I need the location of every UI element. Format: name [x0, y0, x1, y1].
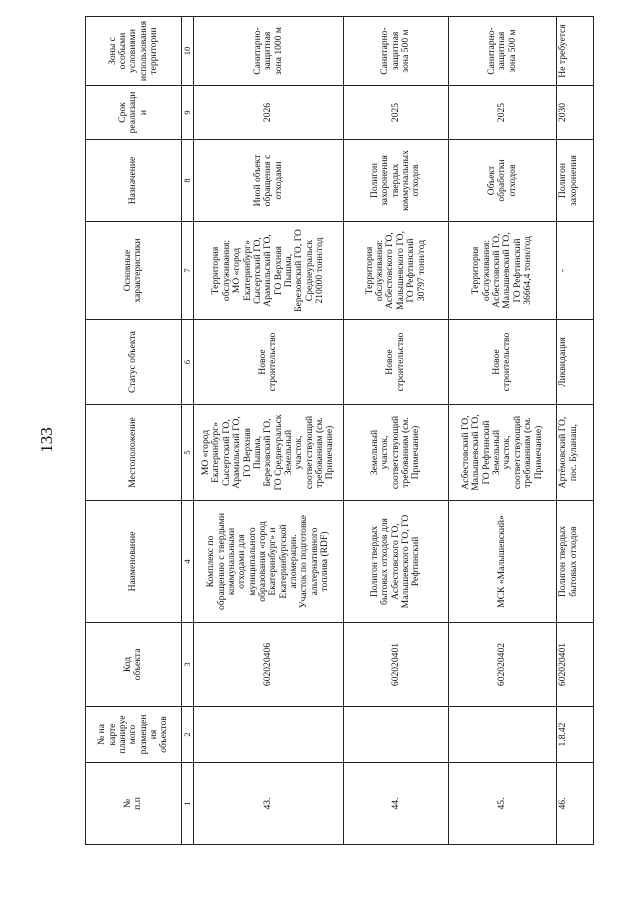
- table-header-row: [86, 17, 182, 845]
- table-row: [448, 17, 557, 845]
- header-zones: Зоны с особыми условиями использования территории: [86, 17, 182, 86]
- row-map-number: [448, 707, 557, 763]
- row-location: МО «город Екатеринбург» Сысертский ГО, Арамильский ГО, ГО Верхняя Пышма, Березовский ГО, ГО Среднеуральск Земельный участок, соответствующий требованиям (см. Примечание): [193, 405, 343, 501]
- column-number: 2: [181, 707, 193, 763]
- row-number: 44.: [344, 763, 448, 845]
- column-number: 8: [181, 140, 193, 222]
- row-status: Ликвидация: [557, 320, 594, 405]
- header-status: Статус объекта: [86, 320, 182, 405]
- row-purpose: Иной объект обращения с отходами: [193, 140, 343, 222]
- row-zones: Санитарно-защитная зона 1000 м: [193, 17, 343, 86]
- row-term: 2030: [557, 86, 594, 140]
- row-name: Полигон твердых бытовых отходов для Асбестовского ГО, Малышевского ГО, ГО Рефтинский: [344, 501, 448, 623]
- table-row: [193, 17, 343, 845]
- header-term: Срок реализаци и: [86, 86, 182, 140]
- column-number: 1: [181, 763, 193, 845]
- column-number: 6: [181, 320, 193, 405]
- row-location: Асбестовский ГО, Малышевский ГО, ГО Рефтинский Земельный участок, соответствующий требованиям (см. Примечание): [448, 405, 557, 501]
- row-location: Земельный участок, соответствующий требованиям (см. Примечание): [344, 405, 448, 501]
- row-map-number: [344, 707, 448, 763]
- row-number: 45.: [448, 763, 557, 845]
- row-zones: Санитарно-защитная зона 500 м: [448, 17, 557, 86]
- header-location: Местоположение: [86, 405, 182, 501]
- column-number: 7: [181, 222, 193, 320]
- row-object-code: 602020401: [344, 623, 448, 707]
- column-number: 9: [181, 86, 193, 140]
- row-name: Полигон твердых бытовых отходов: [557, 501, 594, 623]
- row-characteristics: Территория обслуживания: МО «город Екатеринбург» Сысертский ГО, Арамильский ГО, ГО Верхняя Пышма, Березовский ГО, ГО Среднеуральск 210000 тонн/год: [193, 222, 343, 320]
- row-purpose: Объект обработки отходов: [448, 140, 557, 222]
- row-characteristics: Территория обслуживания: Асбестовского ГО, Малышевского ГО, ГО Рефтинский 30797 тонн/год: [344, 222, 448, 320]
- row-purpose: Полигон захоронения твердых коммунальных отходов: [344, 140, 448, 222]
- row-characteristics: -: [557, 222, 594, 320]
- header-number: № п.п: [86, 763, 182, 845]
- header-object-code: Код объекта: [86, 623, 182, 707]
- row-location: Артёмовский ГО, пос. Буланаш,: [557, 405, 594, 501]
- row-number: 46.: [557, 763, 594, 845]
- row-characteristics: Территория обслуживания: Асбестовский ГО, Малышевский ГО, ГО Рефтинский 36664,4 тонн/год: [448, 222, 557, 320]
- column-number-row: [181, 17, 193, 845]
- rotated-table-container: [85, 17, 594, 845]
- header-characteristics: Основные характеристики: [86, 222, 182, 320]
- table-row: [344, 17, 448, 845]
- header-name: Наименование: [86, 501, 182, 623]
- objects-table: [85, 16, 594, 845]
- row-status: Новое строительство: [448, 320, 557, 405]
- column-number: 5: [181, 405, 193, 501]
- row-term: 2025: [344, 86, 448, 140]
- row-name: Комплекс по обращению с твердыми коммунальными отходами для муниципального образования «город Екатеринбург» и Екатеринбургской агломерации. Участок по подготовке альтернативного топлива (RDF): [193, 501, 343, 623]
- row-map-number: 1.8.42: [557, 707, 594, 763]
- row-purpose: Полигон захоронения: [557, 140, 594, 222]
- row-object-code: 602020406: [193, 623, 343, 707]
- row-name: МСК «Малышевский»: [448, 501, 557, 623]
- header-purpose: Назначение: [86, 140, 182, 222]
- column-number: 10: [181, 17, 193, 86]
- row-status: Новое строительство: [193, 320, 343, 405]
- column-number: 4: [181, 501, 193, 623]
- row-number: 43.: [193, 763, 343, 845]
- header-map-number: № на карте планируе мого размещен ия объектов: [86, 707, 182, 763]
- row-term: 2026: [193, 86, 343, 140]
- row-map-number: [193, 707, 343, 763]
- table-row: [557, 17, 594, 845]
- row-object-code: 602020402: [448, 623, 557, 707]
- row-object-code: 602020401: [557, 623, 594, 707]
- page-number: 133: [37, 427, 56, 453]
- row-status: Новое строительство: [344, 320, 448, 405]
- row-zones: Санитарно-защитная зона 500 м: [344, 17, 448, 86]
- column-number: 3: [181, 623, 193, 707]
- row-term: 2025: [448, 86, 557, 140]
- row-zones: Не требуется: [557, 17, 594, 86]
